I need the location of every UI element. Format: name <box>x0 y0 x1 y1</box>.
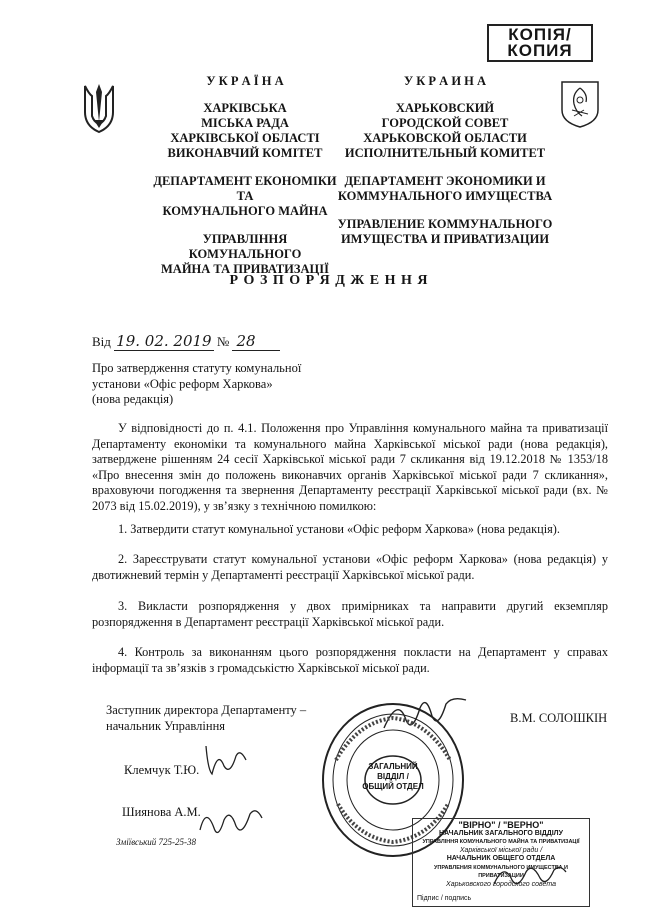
signatory-position-line1: Заступник директора Департаменту – <box>106 703 307 717</box>
item-3: 3. Викласти розпорядження у двох примірниках та направити другий екземпляр розпорядження в Департамент реєстрації Харківської міської ради. <box>92 599 608 629</box>
trident-emblem <box>82 82 116 141</box>
approval-1-name: Клемчук Т.Ю. <box>124 763 200 777</box>
subject <box>92 361 301 408</box>
signatory-name: В.М. СОЛОШКІН <box>510 711 608 725</box>
verified-stamp-line-6: Харьковского городского совета <box>446 880 556 888</box>
verified-stamp-title: "ВІРНО" / "ВЕРНО" <box>458 820 544 830</box>
kharkiv-coat-of-arms <box>560 80 600 133</box>
verified-stamp-line-3: Харківської міської ради / <box>459 846 543 854</box>
document-title: Р О З П О Р Я Д Ж Е Н Н Я <box>229 273 429 288</box>
copy-stamp-line2: КОПИЯ <box>507 41 573 60</box>
signatory-position-line2: начальник Управління <box>106 718 226 733</box>
round-seal-center <box>353 762 433 792</box>
item-1: 1. Затвердити статут комунальної установи «Офіс реформ Харкова» (нова редакція). <box>118 522 560 536</box>
header-ru-directorate-1: УПРАВЛЕНИЕ КОММУНАЛЬНОГО <box>337 217 553 231</box>
date-handwritten: 19. 02. 2019 <box>116 332 212 350</box>
subject-line-3: (нова редакція) <box>92 392 174 406</box>
date-line <box>92 332 280 351</box>
header-ru-department-1: ДЕПАРТАМЕНТ ЭКОНОМИКИ И <box>344 174 546 188</box>
header-ua-council-1: ХАРКІВСЬКА <box>203 101 287 115</box>
header-ru <box>335 74 555 247</box>
header-ua-country: У К Р А Ї Н А <box>206 74 284 88</box>
verified-stamp-line-4: НАЧАЛЬНИК ОБЩЕГО ОТДЕЛА <box>446 855 556 862</box>
header-ru-council-4: ИСПОЛНИТЕЛЬНЫЙ КОМИТЕТ <box>344 146 546 160</box>
header-ru-country: У К Р А И Н А <box>403 74 487 88</box>
round-seal-line-3: ОБЩИЙ ОТДЕЛ <box>362 782 424 791</box>
header-ru-council-1: ХАРЬКОВСКИЙ <box>395 101 495 115</box>
header-ua-council-2: МІСЬКА РАДА <box>201 116 289 130</box>
header-ua <box>150 74 340 277</box>
number-label: № <box>216 334 230 349</box>
verified-stamp-line-5: УПРАВЛЕНИЯ КОММУНАЛЬНОГО ИМУЩЕСТВА И ПРИВАТИЗАЦИИ <box>433 864 569 879</box>
signatory-position <box>106 703 306 734</box>
copy-stamp <box>487 24 593 62</box>
verified-stamp-line-2: УПРАВЛІННЯ КОМУНАЛЬНОГО МАЙНА ТА ПРИВАТИЗАЦІЇ <box>422 839 580 845</box>
preamble: У відповідності до п. 4.1. Положення про Управління комунального майна та приватизації Департаменту економіки та комунального майна Харківської міської ради (нова редакція), затверджене рішенням 24 сесії Харківської міської ради 7 скликання від 19.12.2018 № 1353/18 «Про внесення змін до положень виконавчих органів Харківської міської ради 7 скликання», враховуючи погодження та звернення Департаменту реєстрації Харківської міської ради (вх. № 2073 від 15.02.2019), у зв’язку з технічною помилкою: <box>92 421 608 513</box>
item-2: 2. Зареєструвати статут комунальної установи «Офіс реформ Харкова» (нова редакція) у двотижневий термін у Департаменті реєстрації Харківської міської ради. <box>92 552 608 582</box>
approval-2-name: Шиянова А.М. <box>122 805 201 819</box>
header-ru-directorate-2: ИМУЩЕСТВА И ПРИВАТИЗАЦИИ <box>340 232 550 246</box>
header-ru-council-3: ХАРЬКОВСКОЙ ОБЛАСТИ <box>363 131 527 145</box>
approval-1-signature <box>200 740 250 785</box>
round-seal-line-2: ВІДДІЛ / <box>377 772 409 781</box>
header-ua-directorate-2: МАЙНА ТА ПРИВАТИЗАЦІЇ <box>161 262 329 276</box>
subject-line-1: Про затвердження статуту комунальної <box>92 361 302 375</box>
header-ua-council-3: ХАРКІВСЬКОЇ ОБЛАСТІ <box>170 131 320 145</box>
verified-signature <box>490 858 570 897</box>
subject-line-2: установи «Офіс реформ Харкова» <box>92 376 273 391</box>
executor-note: Зміївський 725-25-38 <box>116 837 197 847</box>
verified-stamp-line-1: НАЧАЛЬНИК ЗАГАЛЬНОГО ВІДДІЛУ <box>439 829 563 837</box>
copy-stamp-line1: КОПІЯ/ <box>508 25 572 44</box>
header-ua-department-2: КОМУНАЛЬНОГО МАЙНА <box>162 204 328 218</box>
header-ru-council-2: ГОРОДСКОЙ СОВЕТ <box>381 116 509 130</box>
header-ru-department-2: КОММУНАЛЬНОГО ИМУЩЕСТВА <box>337 189 553 203</box>
item-4: 4. Контроль за виконанням цього розпорядження покласти на Департамент у справах інформації та зв’язків з громадськістю Харківської міської ради. <box>92 645 608 675</box>
header-ua-council-4: ВИКОНАВЧИЙ КОМІТЕТ <box>167 146 323 160</box>
verified-stamp-sign-label: Підпис / подпись <box>417 895 472 902</box>
header-ua-department-1: ДЕПАРТАМЕНТ ЕКОНОМІКИ ТА <box>153 174 337 203</box>
header-ua-directorate-1: УПРАВЛІННЯ КОМУНАЛЬНОГО <box>188 232 302 261</box>
number-handwritten: 28 <box>232 332 280 351</box>
date-prefix: Від <box>92 334 111 349</box>
round-seal-line-1: ЗАГАЛЬНИЙ <box>368 762 418 771</box>
approval-2-signature <box>196 800 266 850</box>
